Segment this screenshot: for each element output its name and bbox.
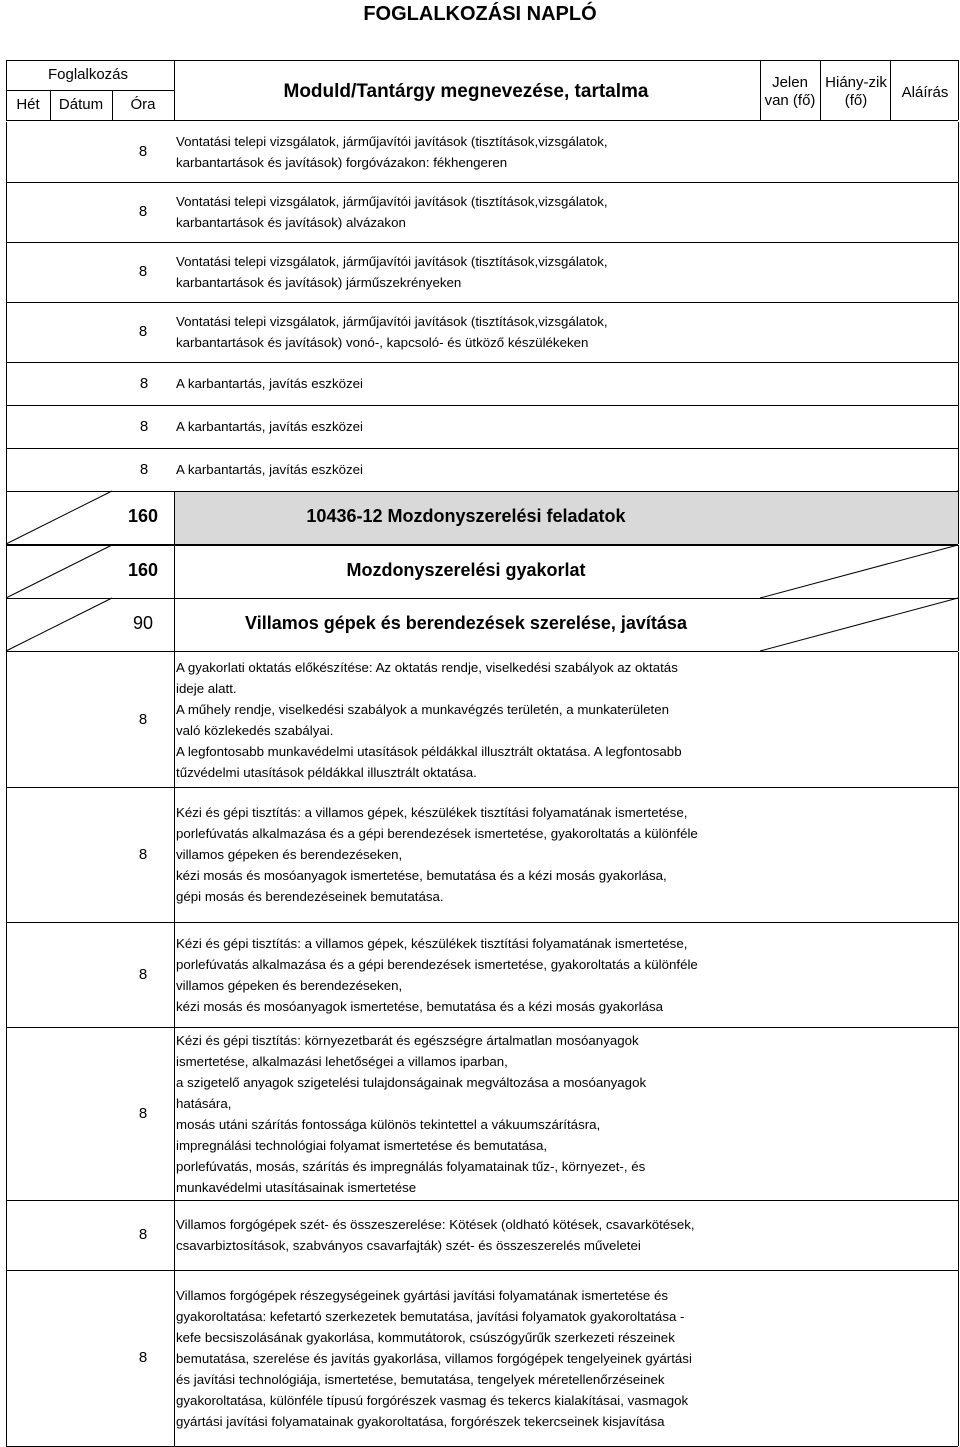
row-description-line: A karbantartás, javítás eszközei (176, 376, 363, 391)
header-alairas: Aláírás (901, 84, 949, 101)
row-description-line: a szigetelő anyagok szigetelési tulajdonságainak megváltozása a mosóanyagok (176, 1074, 647, 1090)
row-description-line: ideje alatt. (176, 680, 237, 696)
row-description-line: gépi mosás és berendezéseinek bemutatása. (176, 889, 444, 904)
row-description-line: villamos gépeken és berendezéseken, (176, 847, 403, 862)
row-description-line: kefe becsiszolásának gyakorlása, kommutátorok, csúszógyűrűk szerkezeti részeinek (176, 1329, 675, 1345)
row-description-line: kézi mosás és mosóanyagok ismertetése, bemutatása és a kézi mosás gyakorlása (176, 998, 664, 1014)
row-description-line: A karbantartás, javítás eszközei (176, 462, 363, 477)
row-description-line: való közlekedés szabályai. (176, 722, 334, 738)
row-hours: 8 (138, 263, 148, 280)
section-hours: 160 (127, 560, 159, 580)
row-hours: 8 (139, 417, 149, 435)
row-description-line: A legfontosabb munkavédelmi utasítások példákkal illusztrált oktatása. A legfontosabb (176, 743, 682, 759)
row-hours: 8 (138, 710, 148, 728)
row-description-line: gyakoroltatása, különféle típusú forgórészek vasmag és tekercs kialakításai, vasmagok (176, 1392, 689, 1408)
row-hours: 8 (138, 203, 148, 220)
row-description-line: tűzvédelmi utasítások példákkal illusztrált oktatása. (176, 764, 477, 780)
section-title: Mozdonyszerelési gyakorlat (346, 560, 586, 580)
row-description-line: A gyakorlati oktatás előkészítése: Az oktatás rendje, viselkedési szabályok az oktatás (176, 659, 678, 675)
row-description-line: kézi mosás és mosóanyagok ismertetése, bemutatása és a kézi mosás gyakorlása, (176, 868, 667, 883)
row-description-line: Vontatási telepi vizsgálatok, járműjavítói javítások (tisztítások,vizsgálatok, (176, 194, 608, 209)
row-description-line: Kézi és gépi tisztítás: környezetbarát és egészségre ártalmatlan mosóanyagok (176, 1032, 639, 1048)
row-description-line: karbantartások és javítások) járműszekrényeken (176, 275, 462, 290)
row-hours: 8 (138, 1104, 148, 1122)
row-description-line: impregnálási technológiai folyamat ismertetése és bemutatása, (176, 1137, 548, 1153)
row-description-line: Villamos forgógépek szét- és összeszerelése: Kötések (oldható kötések, csavarkötések, (176, 1217, 695, 1232)
header-ora: Óra (130, 96, 156, 113)
row-hours: 8 (138, 845, 148, 863)
row-description-line: villamos gépeken és berendezéseken, (176, 977, 403, 993)
row-description-line: Villamos forgógépek részegységeinek gyártási javítási folyamatának ismertetése és (176, 1287, 668, 1303)
row-hours: 8 (138, 1226, 148, 1243)
row-description-line: gyártási javítási folyamatainak gyakoroltatása, forgórészek tekercseinek kisjavítása (176, 1413, 665, 1429)
row-description-line: porlefúvatás alkalmazása és a gépi berendezések ismertetése, gyakoroltatás a különféle (176, 956, 698, 972)
row-description-line: hatására, (176, 1095, 232, 1111)
row-description-line: Vontatási telepi vizsgálatok, járműjavítói javítások (tisztítások,vizsgálatok, (176, 314, 608, 329)
row-hours: 8 (138, 143, 148, 160)
section-hours: 160 (127, 506, 159, 526)
row-description-line: gyakoroltatása: kefetartó szerkezetek bemutatása, javítási folyamatok gyakoroltatása - (176, 1308, 685, 1324)
row-hours: 8 (138, 1349, 148, 1366)
page-title: FOGLALKOZÁSI NAPLÓ (363, 3, 597, 25)
row-description-line: munkavédelmi utasításainak ismertetése (176, 1179, 417, 1195)
header-het: Hét (16, 96, 40, 113)
row-description-line: Kézi és gépi tisztítás: a villamos gépek, készülékek tisztítási folyamatának ismertetése, (176, 935, 688, 951)
section-hours: 90 (132, 613, 154, 633)
row-description-line: porlefúvatás, mosás, szárítás és impregnálás folyamatainak tűz-, környezet-, és (176, 1158, 646, 1174)
header-jelen: Jelen van (fő) (764, 74, 816, 109)
row-description-line: ismertetése, alkalmazási lehetőségei a villamos iparban, (176, 1053, 508, 1069)
row-description-line: A karbantartás, javítás eszközei (176, 419, 363, 434)
row-description-line: Vontatási telepi vizsgálatok, járműjavítói javítások (tisztítások,vizsgálatok, (176, 134, 608, 149)
row-hours: 8 (138, 965, 148, 983)
row-description-line: porlefúvatás alkalmazása és a gépi berendezések ismertetése, gyakoroltatás a különféle (176, 826, 698, 841)
row-description-line: karbantartások és javítások) alvázakon (176, 215, 406, 230)
header-hiany: Hiány-zik (fő) (825, 74, 887, 109)
row-description-line: A műhely rendje, viselkedési szabályok a munkavégzés területén, a munkaterületen (176, 701, 669, 717)
header-datum: Dátum (58, 96, 104, 113)
row-hours: 8 (139, 460, 149, 478)
row-description-line: Kézi és gépi tisztítás: a villamos gépek, készülékek tisztítási folyamatának ismertetése, (176, 805, 688, 820)
row-description-line: mosás utáni szárítás fontossága különös tekintettel a vákuumszárításra, (176, 1116, 601, 1132)
row-hours: 8 (139, 374, 149, 392)
row-description-line: karbantartások és javítások) vonó-, kapcsoló- és ütköző készülékeken (176, 335, 589, 350)
row-description-line: és javítási technológiája, ismertetése, bemutatása, tengelyek méretellenőrzéseinek (176, 1371, 665, 1387)
section-title: Villamos gépek és berendezések szerelése, javítása (245, 613, 687, 633)
row-description-line: Vontatási telepi vizsgálatok, járműjavítói javítások (tisztítások,vizsgálatok, (176, 254, 608, 269)
section-title: 10436-12 Mozdonyszerelési feladatok (306, 506, 626, 526)
row-description-line: karbantartások és javítások) forgóvázakon: fékhengeren (176, 155, 508, 170)
header-modul: Moduld/Tantárgy megnevezése, tartalma (283, 81, 649, 102)
row-description-line: bemutatása, szerelése és javítás gyakorlása, villamos forgógépek tengelyeinek gyártási (176, 1350, 692, 1366)
header-foglalkozas: Foglalkozás (47, 66, 129, 83)
row-hours: 8 (138, 323, 148, 340)
row-description-line: csavarbiztosítások, szabványos csavarfajták) szét- és összeszerelés műveletei (176, 1238, 641, 1253)
